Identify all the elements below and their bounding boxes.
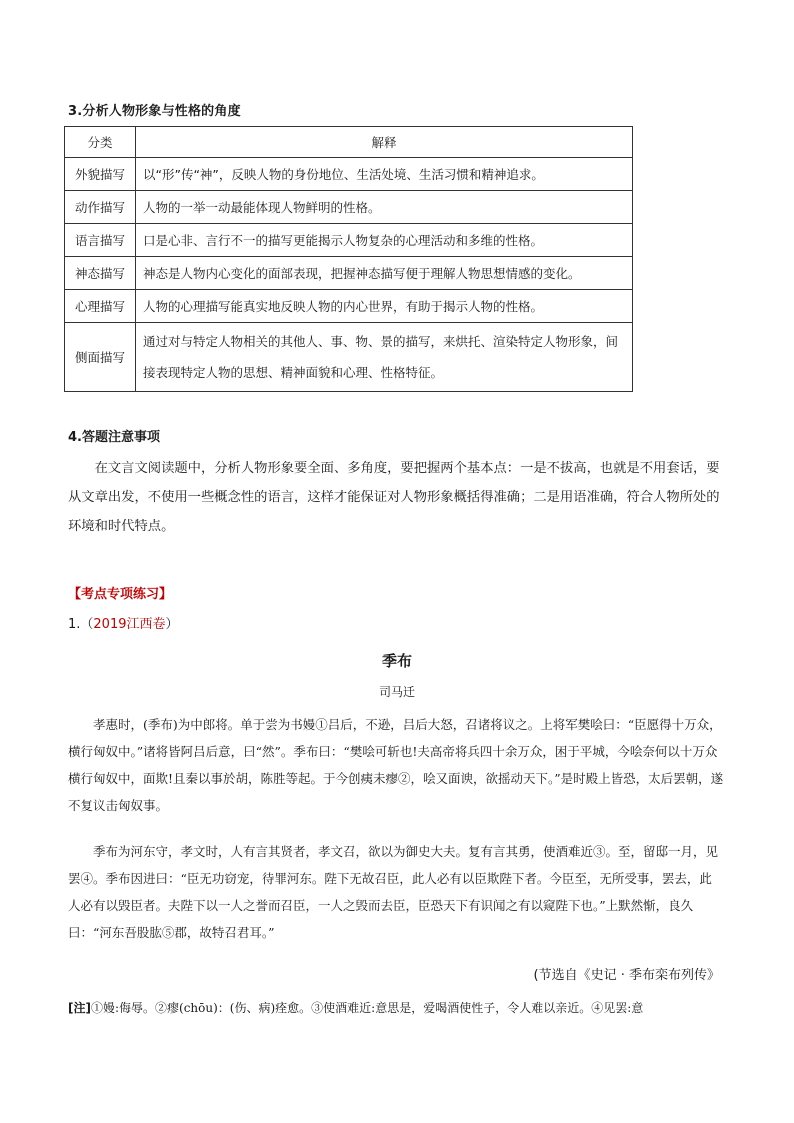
- row-text: 以“形”传“神”，反映人物的身份地位、生活处境、生活习惯和精神追求。: [136, 158, 633, 191]
- header-explanation: 解释: [136, 127, 633, 158]
- practice-section-label: 【考点专项练习】: [68, 587, 173, 602]
- table-row: [65, 323, 633, 392]
- footnote-text: ①嫚:侮辱。②瘳(chōu)：(伤、病)痊愈。③使酒难近:意思是，爱喝酒使性子，令人难以亲近。④见罢:意: [90, 1001, 644, 1015]
- footnote: [68, 998, 724, 1018]
- passage-title: 季布: [381, 652, 412, 670]
- table-row: [65, 224, 633, 257]
- header-category: 分类: [65, 127, 136, 158]
- row-type: 动作描写: [65, 191, 136, 224]
- table-row: [65, 257, 633, 290]
- table-row: [65, 290, 633, 323]
- row-text: 口是心非、言行不一的描写更能揭示人物复杂的心理活动和多维的性格。: [136, 224, 633, 257]
- row-type: 语言描写: [65, 224, 136, 257]
- passage-citation: (节选自《史记 · 季布栾布列传》: [533, 968, 720, 983]
- row-text: 通过对与特定人物相关的其他人、事、物、景的描写，来烘托、渲染特定人物形象，间接表现特定人物的思想、精神面貌和心理、性格特征。: [136, 323, 633, 392]
- row-type: 神态描写: [65, 257, 136, 290]
- description-table: [64, 126, 633, 392]
- row-text: 神态是人物内心变化的面部表现，把握神态描写便于理解人物思想情感的变化。: [136, 257, 633, 290]
- table-header-row: [65, 127, 633, 158]
- question-source: 2019江西卷: [93, 617, 166, 632]
- section-4-paragraph: 在文言文阅读题中，分析人物形象要全面、多角度，要把握两个基本点：一是不拔高，也就是不用套话，要从文章出发，不使用一些概念性的语言，这样才能保证对人物形象概括得准确；二是用语准确，符合人物所处的环境和时代特点。: [68, 461, 720, 534]
- row-text: 人物的一举一动最能体现人物鲜明的性格。: [136, 191, 633, 224]
- row-type: 外貌描写: [65, 158, 136, 191]
- passage-paragraph-1: 孝惠时，(季布)为中郎将。单于尝为书嫚①吕后，不逊，吕后大怒，召诸将议之。上将军樊哙曰：“臣愿得十万众，横行匈奴中。”诸将皆阿吕后意，曰“然”。季布曰：“樊哙可斩也!夫高帝将兵四十余万众，困于平城，今哙奈何以十万众横行匈奴中，面欺!且秦以事於胡，陈胜等起。于今创痍未瘳②，哙又面谀，欲摇动天下。”是时殿上皆恐，太后罢朝，遂不复议击匈奴事。: [68, 717, 724, 813]
- question-1-header: [68, 613, 179, 632]
- footnote-label: [注]: [68, 1001, 91, 1015]
- row-type: 心理描写: [65, 290, 136, 323]
- passage-author: 司马迁: [378, 685, 415, 699]
- question-close: ）: [165, 617, 179, 632]
- row-type: 侧面描写: [65, 323, 136, 392]
- table-row: [65, 158, 633, 191]
- row-text: 人物的心理描写能真实地反映人物的内心世界，有助于揭示人物的性格。: [136, 290, 633, 323]
- question-number: 1.（: [68, 617, 94, 632]
- table-row: [65, 191, 633, 224]
- section-4-heading: 4.答题注意事项: [68, 430, 160, 445]
- section-3-heading: 3.分析人物形象与性格的角度: [68, 104, 241, 119]
- passage-paragraph-2: 季布为河东守，孝文时，人有言其贤者，孝文召，欲以为御史大夫。复有言其勇，使酒难近③。至，留邸一月，见罢④。季布因进曰：“臣无功窃宠，待罪河东。陛下无故召臣，此人必有以臣欺陛下者。今臣至，无所受事，罢去，此人必有以毁臣者。夫陛下以一人之誉而召臣，一人之毁而去臣，臣恐天下有识闻之有以窥陛下也。”上默然惭，良久曰：“河东吾股肱⑤郡，故特召君耳。”: [68, 844, 719, 940]
